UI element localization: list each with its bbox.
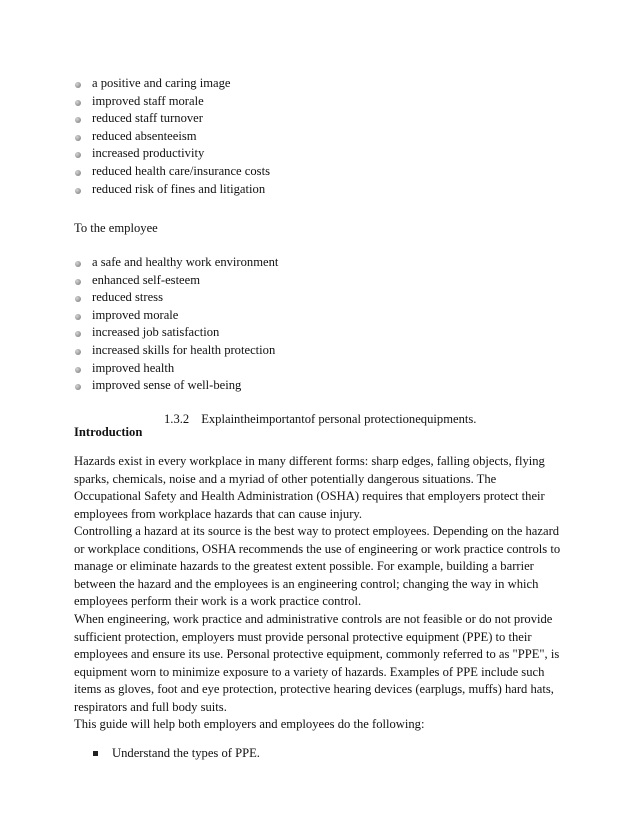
bullet-icon [75,82,81,88]
list-item: improved health [74,360,614,378]
list-item: enhanced self-esteem [74,272,614,290]
list-item: reduced staff turnover [74,110,614,128]
paragraph-controlling: Controlling a hazard at its source is the best way to protect employees. Depending on the hazard or workplace conditions, OSHA recommends the use of engineering or work practice controls to manage or eliminate hazards to the greatest extent possible. For example, building a barrier between the hazard and the employees is an engineering control; changing the way in which employees perform their work is a work practice control. [74,524,561,608]
paragraph-hazards: Hazards exist in every workplace in many different forms: sharp edges, falling objects, flying sparks, chemicals, noise and a myriad of other potentially dangerous situations. The Occupational Safety and Health Administration (OSHA) requires that employers protect their employees from workplace hazards that can cause injury. [74,454,545,521]
bullet-icon [75,314,81,320]
bullet-icon [75,331,81,337]
bullet-icon [75,296,81,302]
paragraph-ppe: When engineering, work practice and administrative controls are not feasible or do not provide sufficient protection, employers must provide personal protective equipment (PPE) to their employees and ensure its use. Personal protective equipment, commonly referred to as "PPE", is equipment worn to minimize exposure to a variety of hazards. Examples of PPE include such items as gloves, foot and eye protection, protective hearing devices (earplugs, muffs) hard hats, respirators and full body suits. [74,612,560,714]
introduction-heading: Introduction [74,425,143,439]
list-item: reduced absenteeism [74,128,614,146]
list-item: increased job satisfaction [74,324,614,342]
bullet-icon [75,117,81,123]
list-item: improved sense of well-being [74,377,614,395]
bullet-icon [75,261,81,267]
square-bullet-icon [93,751,98,756]
list-item: reduced health care/insurance costs [74,163,614,181]
list-item: a safe and healthy work environment [74,254,614,272]
bullet-icon [75,367,81,373]
employee-benefits-list [74,254,614,395]
bullet-icon [75,188,81,194]
bullet-icon [75,135,81,141]
employee-heading: To the employee [74,221,158,235]
bullet-icon [75,152,81,158]
section-heading [164,411,476,429]
list-item: reduced stress [74,289,614,307]
bullet-icon [75,349,81,355]
bullet-icon [75,170,81,176]
list-item: reduced risk of fines and litigation [74,181,614,199]
list-item: a positive and caring image [74,75,614,93]
list-item: Understand the types of PPE. [90,745,570,763]
guide-list [90,745,570,763]
bullet-icon [75,100,81,106]
bullet-icon [75,384,81,390]
bullet-icon [75,279,81,285]
employer-benefits-list [74,75,614,198]
list-item: increased productivity [74,145,614,163]
section-title: Explaintheimportantof personal protectionequipments. [201,412,477,426]
list-item: improved morale [74,307,614,325]
list-item: increased skills for health protection [74,342,614,360]
paragraph-guide: This guide will help both employers and employees do the following: [74,717,425,731]
section-number: 1.3.2 [164,412,190,426]
list-item: improved staff morale [74,93,614,111]
